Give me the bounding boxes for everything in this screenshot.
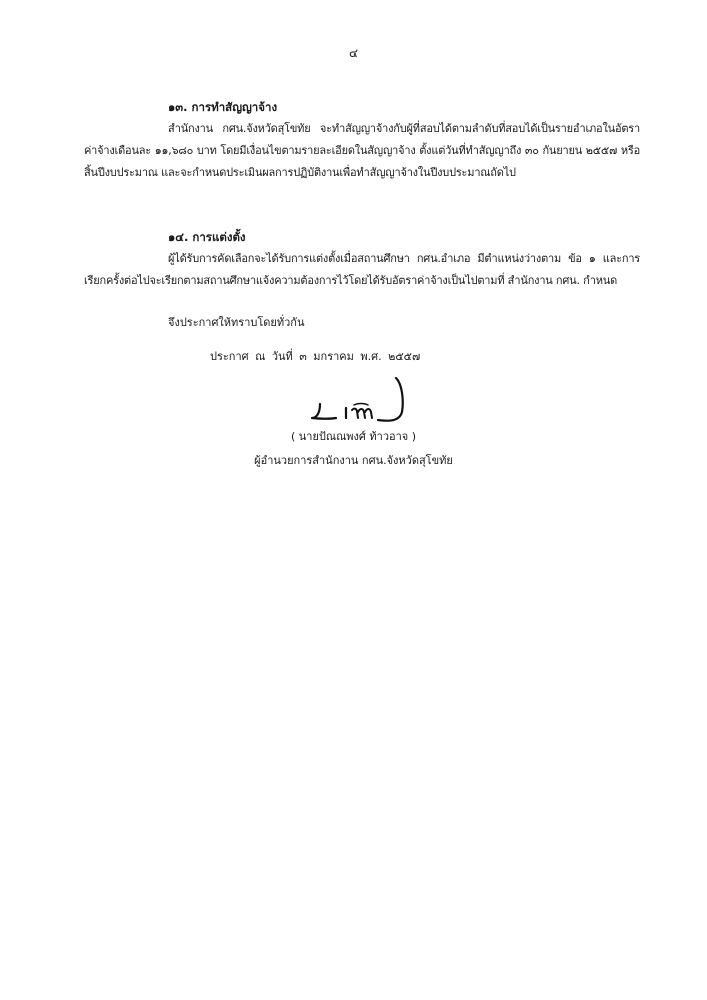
announcement-date: ประกาศ ณ วันที่ ๓ มกราคม พ.ศ. ๒๕๕๗: [210, 350, 421, 363]
section-appointment-body: ผู้ได้รับการคัดเลือกจะได้รับการแต่งตั้งเมื่อสถานศึกษา กศน.อำเภอ มีตำแหน่งว่างตาม ข้อ ๑ และการเรียกครั้งต่อไปจะเรียกตามสถานศึกษาแจ้งความต้องการไว้โดยได้รับอัตราค่าจ้างเป็นไปตามที่ สำนักงาน กศน. กำหนด: [84, 252, 640, 287]
section-contract-body: สำนักงาน กศน.จังหวัดสุโขทัย จะทำสัญญาจ้างกับผู้ที่สอบได้ตามลำดับที่สอบได้เป็นรายอำเภอในอัตราค่าจ้างเดือนละ ๑๑,๖๘๐ บาท โดยมีเงื่อนไขตามรายละเอียดในสัญญาจ้าง ตั้งแต่วันที่ทำสัญญาถึง ๓๐ กันยายน ๒๕๕๗ หรือสิ้นปีงบประมาณ และจะกำหนดประเมินผลการปฏิบัติงานเพื่อทำสัญญาจ้างในปีงบประมาณถัดไป: [84, 122, 640, 179]
page-number: ๔: [348, 46, 359, 60]
section-appointment: [84, 226, 640, 292]
section-appointment-heading: ๑๔. การแต่งตั้ง: [168, 230, 246, 244]
section-contract-heading: ๑๓. การทำสัญญาจ้าง: [168, 100, 278, 114]
handwritten-signature: [296, 374, 426, 432]
section-contract: [84, 96, 640, 184]
signer-title: ผู้อำนวยการสำนักงาน กศน.จังหวัดสุโขทัย: [254, 454, 453, 467]
signer-name: ( นายปัณณพงศ์ ท้าวอาจ ): [290, 430, 417, 443]
closing-statement: จึงประกาศให้ทราบโดยทั่วกัน: [168, 316, 305, 329]
